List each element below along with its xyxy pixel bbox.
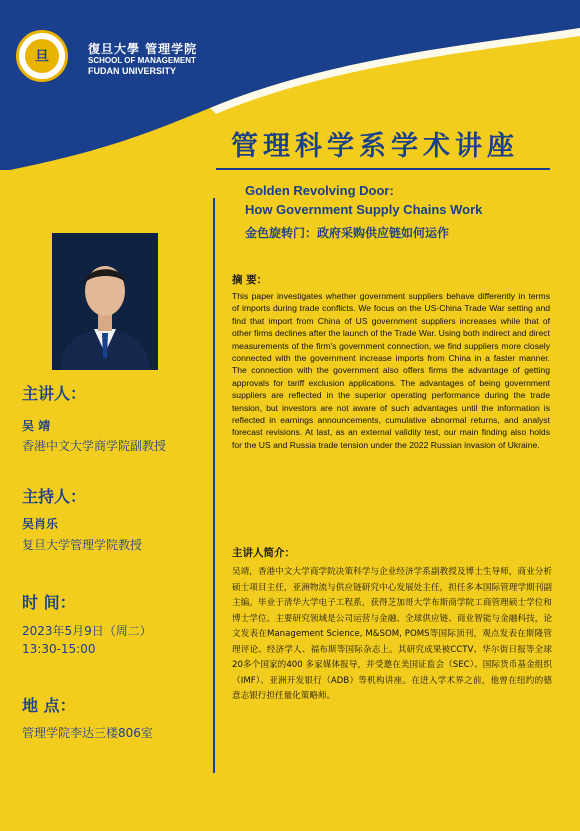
school-name-en-line2: FUDAN UNIVERSITY	[88, 66, 177, 76]
talk-title-cn: 金色旋转门：政府采购供应链如何运作	[245, 226, 450, 240]
bio-heading: 主讲人简介：	[232, 547, 295, 559]
place-label: 地 点：	[22, 696, 76, 715]
speaker-label: 主讲人：	[22, 384, 87, 403]
speaker-name: 吴 靖	[22, 419, 51, 433]
speaker-affiliation: 香港中文大学商学院副教授	[22, 439, 167, 453]
school-name-en-line1: SCHOOL OF MANAGEMENT	[88, 56, 196, 65]
speaker-photo	[52, 233, 158, 370]
vertical-divider	[213, 198, 215, 773]
time-label: 时 间：	[22, 593, 76, 612]
abstract-heading: 摘 要：	[232, 274, 268, 286]
abstract-text: This paper investigates whether government suppliers behave differently in terms of imports during trade conflicts. We focus on the US-China Trade War setting and find that import from China of US government suppliers increases while that of other firms declines after the launch of the Trade War. Using both indirect and direct measurements of the firm's government connection, we find suppliers more closely connected with the government increase imports from China in a faster manner. The connection with the government also offers firms the advantage of getting approvals for tariff exclusion applications. The advantages of being government suppliers are reflected in the superior operating performance during the trade tension, but investors are not aware of such advantages until the information is reflected in earnings announcements, cumulative abnormal returns, and analyst forecast revisions. At last, as an external validity test, our main finding also holds for the US and Russia trade tension under the 2022 Russian invasion of Ukraine.	[232, 291, 550, 450]
host-affiliation: 复旦大学管理学院教授	[22, 538, 143, 552]
talk-title-en-line2: How Government Supply Chains Work	[245, 202, 483, 217]
talk-title-en-line1: Golden Revolving Door:	[245, 183, 394, 198]
time-hours: 13:30-15:00	[22, 642, 96, 656]
school-name-cn: 復旦大學 管理学院	[88, 42, 198, 56]
school-logo	[16, 30, 68, 82]
bio-text: 吴靖，香港中文大学商学院决策科学与企业经济学系副教授及博士生导师，商业分析硕士项目主任，亚洲物流与供应链研究中心发展处主任，担任多本国际管理学期刊副主编。毕业于清华大学电子工程系，获得芝加哥大学布斯商学院工商管理硕士学位和博士学位。主要研究领域是公司运营与金融、全球供应链、商业智能与金融科技，论文发表在Management Science, M&SOM, POMS等国际顶刊，观点发表在斯隆管理评论、经济学人、福布斯等国际杂志上。其研究成果被CCTV、华尔街日报等全球 20多个国家的400 多家媒体报导，并受邀在美国证监会（SEC）、国际货币基金组织（IMF）、亚洲开发银行（ADB）等机构讲座。在进入学术界之前，他曾在纽约的德意志银行担任量化策略师。	[232, 567, 552, 701]
page-title: 管理科学系学术讲座	[231, 131, 519, 162]
place-room: 管理学院李达三楼806室	[22, 726, 153, 740]
school-logo-mark: 旦	[25, 39, 59, 73]
host-label: 主持人：	[22, 487, 87, 506]
time-date: 2023年5月9日（周二）	[22, 624, 152, 638]
title-underline	[216, 168, 550, 170]
host-name: 吴肖乐	[22, 517, 59, 531]
